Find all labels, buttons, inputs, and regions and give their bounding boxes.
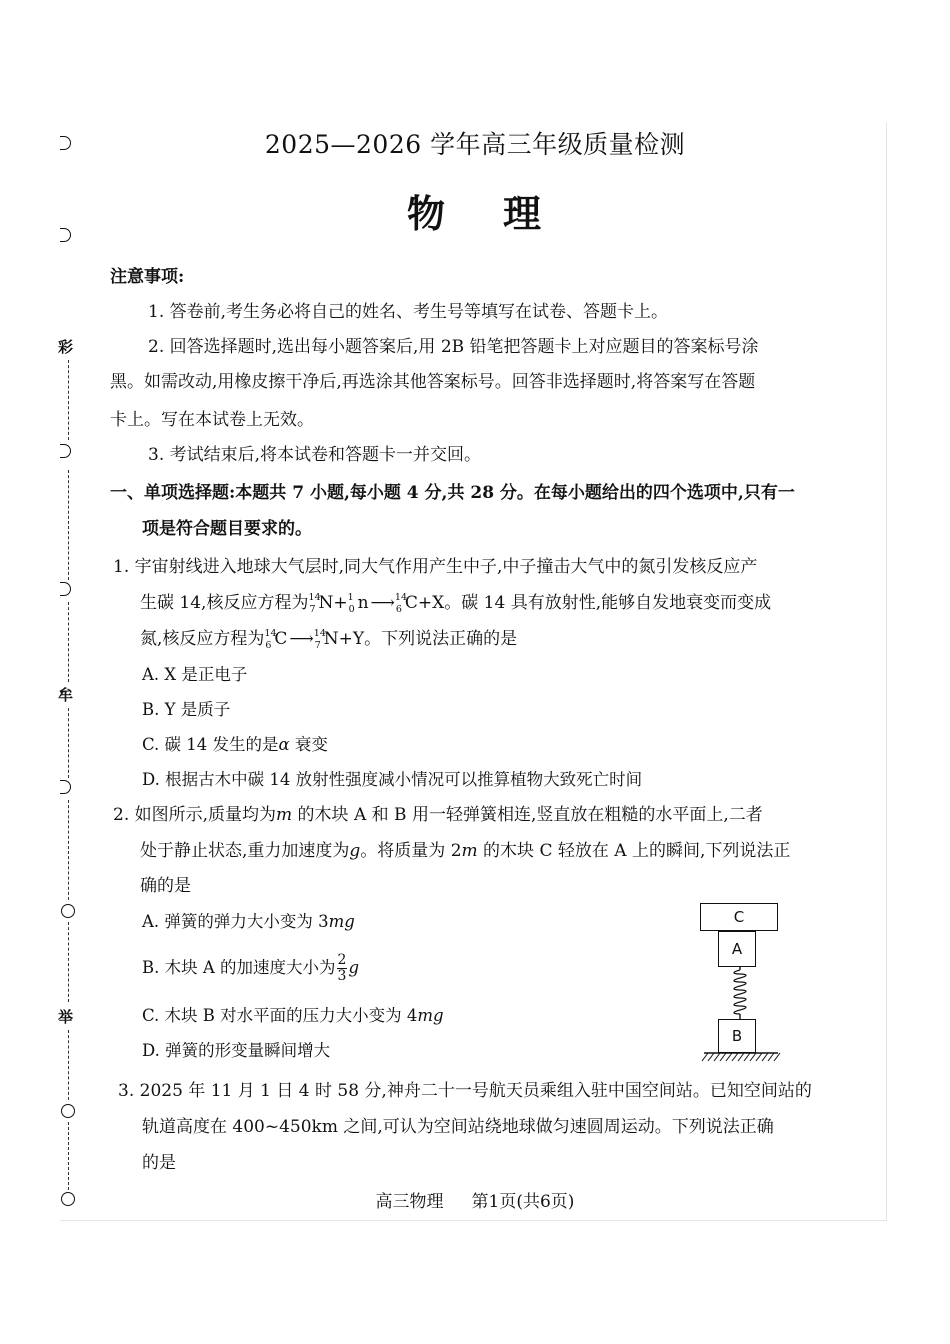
- q1-line-3-text-a: 氮,核反应方程为: [140, 629, 265, 649]
- footer-subject: 高三物理: [375, 1192, 444, 1212]
- binding-ring-1: [61, 904, 75, 918]
- footer-page-number: 第1页(共6页): [471, 1192, 575, 1212]
- q3-line-3: 的是: [142, 1153, 176, 1173]
- q1-option-b: B. Y 是质子: [142, 700, 231, 719]
- q3-line-1: 3. 2025 年 11 月 1 日 4 时 58 分,神舟二十一号航天员乘组入驻中国空间站。已知空间站的: [118, 1081, 812, 1101]
- q1-line-2: 生碳 14,核反应方程为 14 7 N+ 1 0 n ⟶ 14 6 C+X。碳 14 具有放射性,能够自发地衰变而变成: [140, 591, 772, 615]
- notes-item-2-line-1: 2. 回答选择题时,选出每小题答案后,用 2B 铅笔把答题卡上对应题目的答案标号涂: [148, 337, 759, 357]
- q1-line-2-text-b: +X。碳 14 具有放射性,能够自发地衰变而变成: [417, 593, 772, 613]
- isotope-n14: 14 7: [308, 591, 321, 615]
- block-c: C: [700, 903, 778, 931]
- q1-option-c: C. 碳 14 发生的是α 衰变: [142, 735, 328, 754]
- isotope-neutron: 1 0: [347, 591, 355, 615]
- binding-mark-3: 举: [58, 1008, 74, 1026]
- q1-line-2-text-a: 生碳 14,核反应方程为: [140, 593, 309, 613]
- q2-option-a: A. 弹簧的弹力大小变为 3mg: [142, 912, 355, 931]
- q2-line-2: 处于静止状态,重力加速度为g。将质量为 2m 的木块 C 轻放在 A 上的瞬间,下列说法正: [140, 841, 791, 861]
- binding-dash-4: [68, 708, 69, 778]
- q2-line-1: 2. 如图所示,质量均为m 的木块 A 和 B 用一轻弹簧相连,竖直放在粗糙的水平面上,二者: [113, 805, 763, 825]
- binding-dash-8: [68, 1122, 69, 1190]
- notes-heading: 注意事项:: [110, 267, 185, 287]
- q1-option-d: D. 根据古木中碳 14 放射性强度减小情况可以推算植物大致死亡时间: [142, 770, 643, 789]
- binding-dash-2: [68, 470, 69, 580]
- binding-dash-6: [68, 922, 69, 1002]
- q2-option-c: C. 木块 B 对水平面的压力大小变为 4mg: [142, 1006, 444, 1025]
- notes-item-2-line-2: 黑。如需改动,用橡皮擦干净后,再选涂其他答案标号。回答非选择题时,将答案写在答题: [110, 372, 756, 392]
- q1-line-1: 1. 宇宙射线进入地球大气层时,同大气作用产生中子,中子撞击大气中的氮引发核反应产: [113, 557, 758, 577]
- isotope-c14-b: 14 6: [264, 627, 277, 651]
- block-b: B: [718, 1019, 756, 1053]
- notes-item-2-line-3: 卡上。写在本试卷上无效。: [110, 410, 314, 430]
- block-a: A: [718, 931, 756, 967]
- page-footer: [0, 1187, 950, 1212]
- q3-line-2: 轨道高度在 400~450km 之间,可认为空间站绕地球做匀速圆周运动。下列说法正确: [142, 1117, 774, 1137]
- reaction-arrow: ⟶: [370, 593, 393, 613]
- spring: [720, 966, 760, 1020]
- q2-option-b: B. 木块 A 的加速度大小为 $\frac{2}{3}$ g: [142, 952, 360, 984]
- ground-hatch: [700, 1052, 784, 1066]
- binding-dash-7: [68, 1030, 69, 1100]
- q1-option-a: A. X 是正电子: [142, 665, 248, 684]
- q2-option-d: D. 弹簧的形变量瞬间增大: [142, 1041, 331, 1060]
- fraction-two-thirds: $\frac{2}{3}$: [337, 952, 347, 984]
- subject-title: [0, 183, 950, 238]
- q2-line-3: 确的是: [140, 876, 191, 896]
- q1-line-3-text-b: +Y。下列说法正确的是: [338, 629, 518, 649]
- binding-arc-4: [60, 582, 71, 596]
- binding-dash-5: [68, 800, 69, 900]
- binding-arc-5: [60, 780, 71, 794]
- binding-arc-3: [60, 444, 71, 458]
- isotope-c14: 14 6: [394, 591, 407, 615]
- binding-dash-3: [68, 602, 69, 682]
- exam-title: 2025—2026 学年高三年级质量检测: [264, 130, 686, 159]
- binding-mark-1: 彩: [58, 338, 74, 356]
- binding-ring-2: [61, 1104, 75, 1118]
- section-1-line-1: 一、单项选择题:本题共 7 小题,每小题 4 分,共 28 分。在每小题给出的四个选项中,只有一: [110, 483, 795, 503]
- spring-block-figure: [700, 900, 784, 1070]
- notes-item-3: 3. 考试结束后,将本试卷和答题卡一并交回。: [148, 445, 482, 465]
- reaction-arrow-2: ⟶: [289, 629, 312, 649]
- subject-char-2: 理: [503, 191, 544, 236]
- isotope-n14-b: 14 7: [313, 627, 326, 651]
- q1-line-3: 氮,核反应方程为 14 6 C ⟶ 14 7 N+Y。下列说法正确的是: [140, 627, 518, 651]
- section-1-line-2: 项是符合题目要求的。: [142, 519, 312, 539]
- notes-item-1: 1. 答卷前,考生务必将自己的姓名、考生号等填写在试卷、答题卡上。: [148, 302, 669, 322]
- binding-dash-1: [68, 360, 69, 440]
- subject-char-1: 物: [406, 191, 447, 236]
- binding-mark-2: 牟: [58, 686, 74, 704]
